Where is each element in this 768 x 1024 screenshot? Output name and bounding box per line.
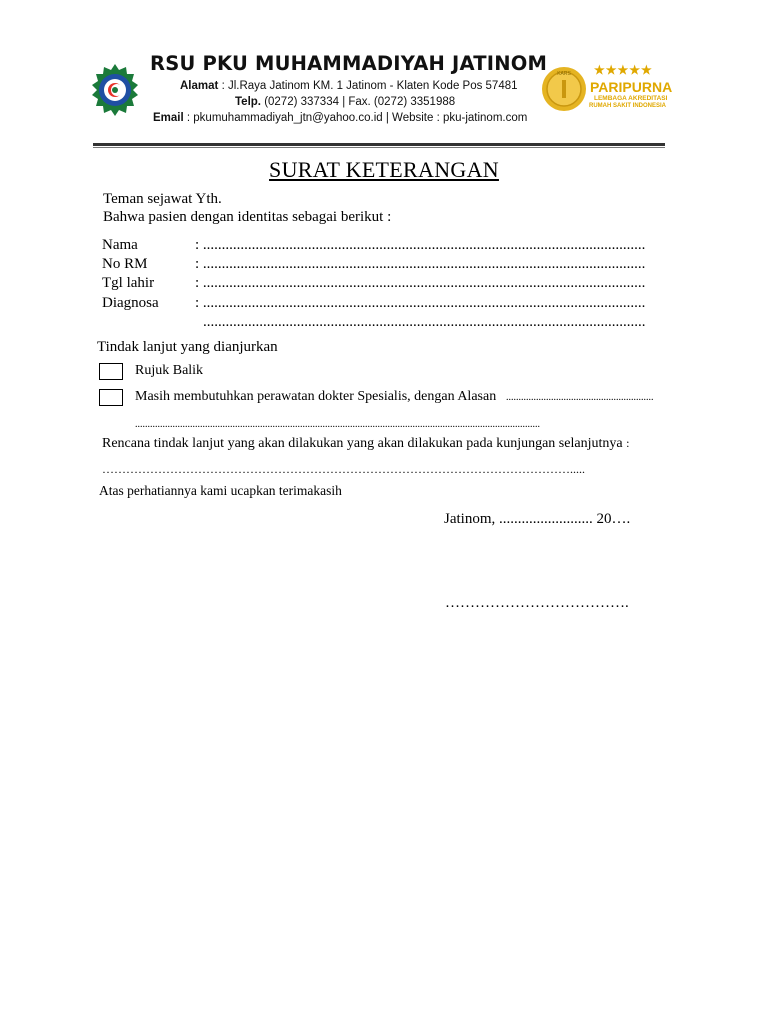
address-value: : Jl.Raya Jatinom KM. 1 Jatinom - Klaten Kode Pos 57481 — [221, 80, 518, 92]
muhammadiyah-logo — [90, 62, 140, 118]
followup-heading: Tindak lanjut yang dianjurkan — [97, 339, 278, 355]
address-line — [180, 80, 518, 92]
email-line — [153, 112, 527, 124]
hospital-name: RSU PKU MUHAMMADIYAH JATINOM — [150, 52, 548, 75]
spesialis-checkbox[interactable] — [99, 389, 123, 406]
plan-text: Rencana tindak lanjut yang akan dilakukan yang akan dilakukan pada kunjungan selanjutnya — [102, 436, 623, 451]
reason-extra-line: .................................................................................................................................................................. — [135, 419, 540, 430]
spesialis-label: Masih membutuhkan perawatan dokter Spesialis, dengan Alasan — [135, 389, 497, 404]
accreditation-title: PARIPURNA — [590, 79, 673, 95]
document-title: SURAT KETERANGAN — [269, 157, 499, 182]
thanks-text: Atas perhatiannya kami ucapkan terimakasih — [99, 483, 342, 498]
plan-text-line — [102, 436, 629, 452]
email-value: : pkumuhammadiyah_jtn@yahoo.co.id | Website : pku-jatinom.com — [186, 112, 528, 124]
greeting: Teman sejawat Yth. — [103, 191, 222, 207]
field-label-tgl-lahir: Tgl lahir — [102, 275, 155, 291]
field-label-diagnosa: Diagnosa — [102, 295, 159, 311]
plan-blank-line: ………………………………………………………………………………………………………..... — [102, 462, 585, 476]
intro-text: Bahwa pasien dengan identitas sebagai berikut : — [103, 209, 392, 225]
field-label-nama: Nama — [102, 237, 138, 253]
field-tgl-lahir-blank: : ...................................................................................................................... — [195, 275, 646, 291]
field-diagnosa-blank: : ...................................................................................................................... — [195, 295, 646, 311]
field-nama-blank: : ...................................................................................................................... — [195, 237, 646, 253]
phone-value: (0272) 337334 | Fax. (0272) 3351988 — [264, 96, 456, 108]
rujuk-balik-checkbox[interactable] — [99, 363, 123, 380]
place-date: Jatinom, ......................... 20…. — [444, 511, 631, 527]
plan-colon: : — [626, 436, 630, 450]
accreditation-line1: LEMBAGA AKREDITASI — [594, 95, 668, 102]
kars-badge-text: KARS — [557, 71, 571, 77]
field-no-rm-blank: : ...................................................................................................................... — [195, 256, 646, 272]
field-diagnosa-extra-line: ...................................................................................................................... — [203, 314, 646, 330]
field-label-no-rm: No RM — [102, 256, 148, 272]
header-divider — [93, 143, 665, 146]
phone-label: Telp. — [235, 96, 261, 108]
signature-line: ………………………………. — [445, 595, 629, 611]
spesialis-reason-blank: ........................................................... — [506, 392, 654, 403]
rujuk-balik-label: Rujuk Balik — [135, 363, 204, 378]
accreditation-line2: RUMAH SAKIT INDONESIA — [589, 103, 667, 109]
email-label: Email — [153, 112, 184, 124]
header-divider-thin — [93, 147, 665, 148]
accreditation-stars: ★★★★★ — [594, 63, 653, 77]
address-label: Alamat — [180, 80, 219, 92]
phone-line — [235, 96, 455, 108]
